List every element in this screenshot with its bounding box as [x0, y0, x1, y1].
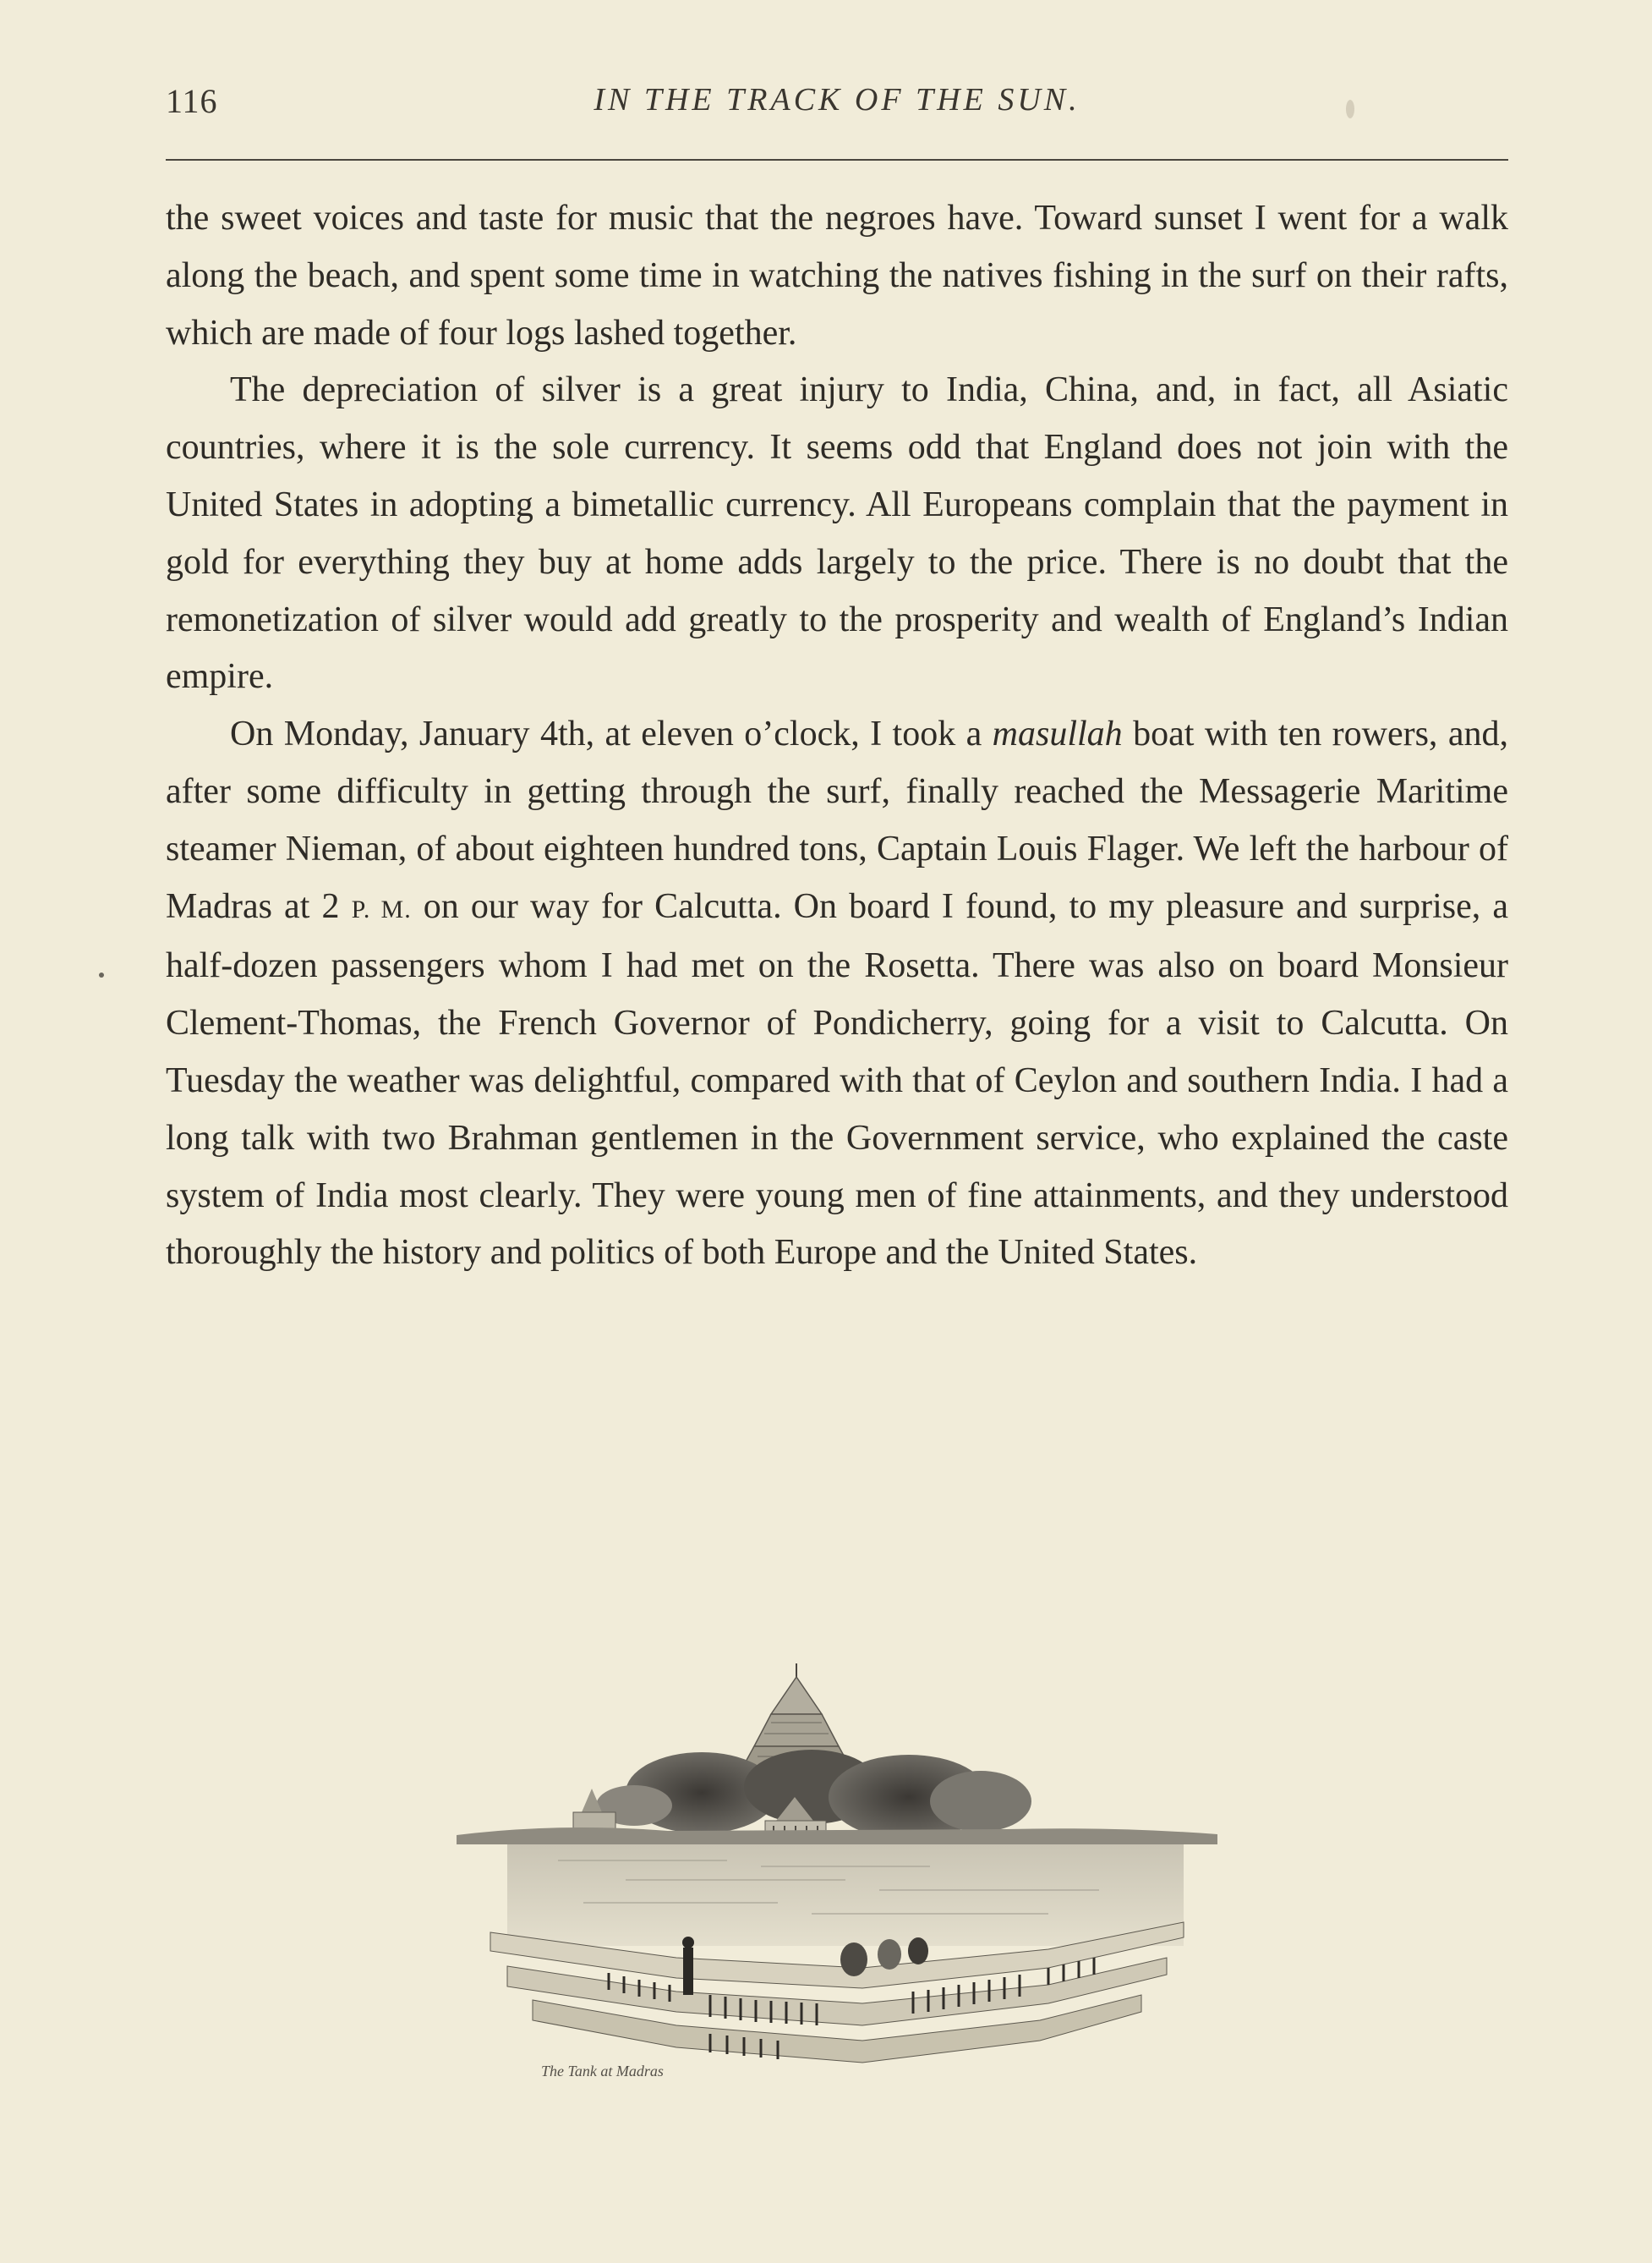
paragraph-1: the sweet voices and taste for music that the negroes have. Toward sunset I went for a walk along the beach, and spent some time in watching the natives fishing in the surf on their rafts, which are made of four logs lashed together.	[166, 199, 1508, 353]
running-head	[166, 81, 1508, 132]
margin-mark	[99, 973, 104, 978]
body-text	[166, 190, 1508, 1282]
illustration-caption: The Tank at Madras	[541, 2063, 664, 2079]
paragraph-3-part-1: On Monday, January 4th, at eleven o’clock, I took a	[230, 715, 993, 754]
tank-water	[507, 1844, 1184, 1946]
far-shore	[457, 1827, 1217, 1844]
header-rule	[166, 159, 1508, 161]
masullah-italic: masullah	[992, 715, 1123, 754]
paragraph-2: The depreciation of silver is a great injury to India, China, and, in fact, all Asiatic countries, where it is the sole currency. It seems odd that England does not join with the United States in adopting a bimetallic currency. All Europeans complain that the payment in gold for everything they buy at home adds largely to the price. There is no doubt that the remonetization of silver would add greatly to the prosperity and wealth of England’s Indian empire.	[166, 370, 1508, 697]
paper-speck	[1346, 100, 1354, 118]
running-title: IN THE TRACK OF THE SUN.	[594, 82, 1080, 118]
paragraph-3	[166, 706, 1508, 1282]
page-number: 116	[166, 82, 218, 120]
temple-tank-illustration	[457, 1653, 1217, 2110]
paragraph-3-part-2: boat with ten rowers, and, after some difficulty in getting through the surf, finally reached the Messagerie Maritime steamer Nieman, of about eighteen hundred tons, Captain Louis Flager. We left the harbour of Madras at 2	[166, 715, 1508, 926]
time-abbrev: P. M.	[351, 895, 412, 923]
paragraph-3-part-3: on our way for Calcutta. On board I found, to my pleasure and surprise, a half-dozen passengers whom I had met on the Rosetta. There was also on board Monsieur Clement-Thomas, the French Governor of Pondicherry, going for a visit to Calcutta. On Tuesday the weather was delightful, compared with that of Ceylon and southern India. I had a long talk with two Brahman gentlemen in the Government service, who explained the caste system of India most clearly. They were young men of fine attainments, and they understood thoroughly the history and politics of both Europe and the United States.	[166, 886, 1508, 1273]
